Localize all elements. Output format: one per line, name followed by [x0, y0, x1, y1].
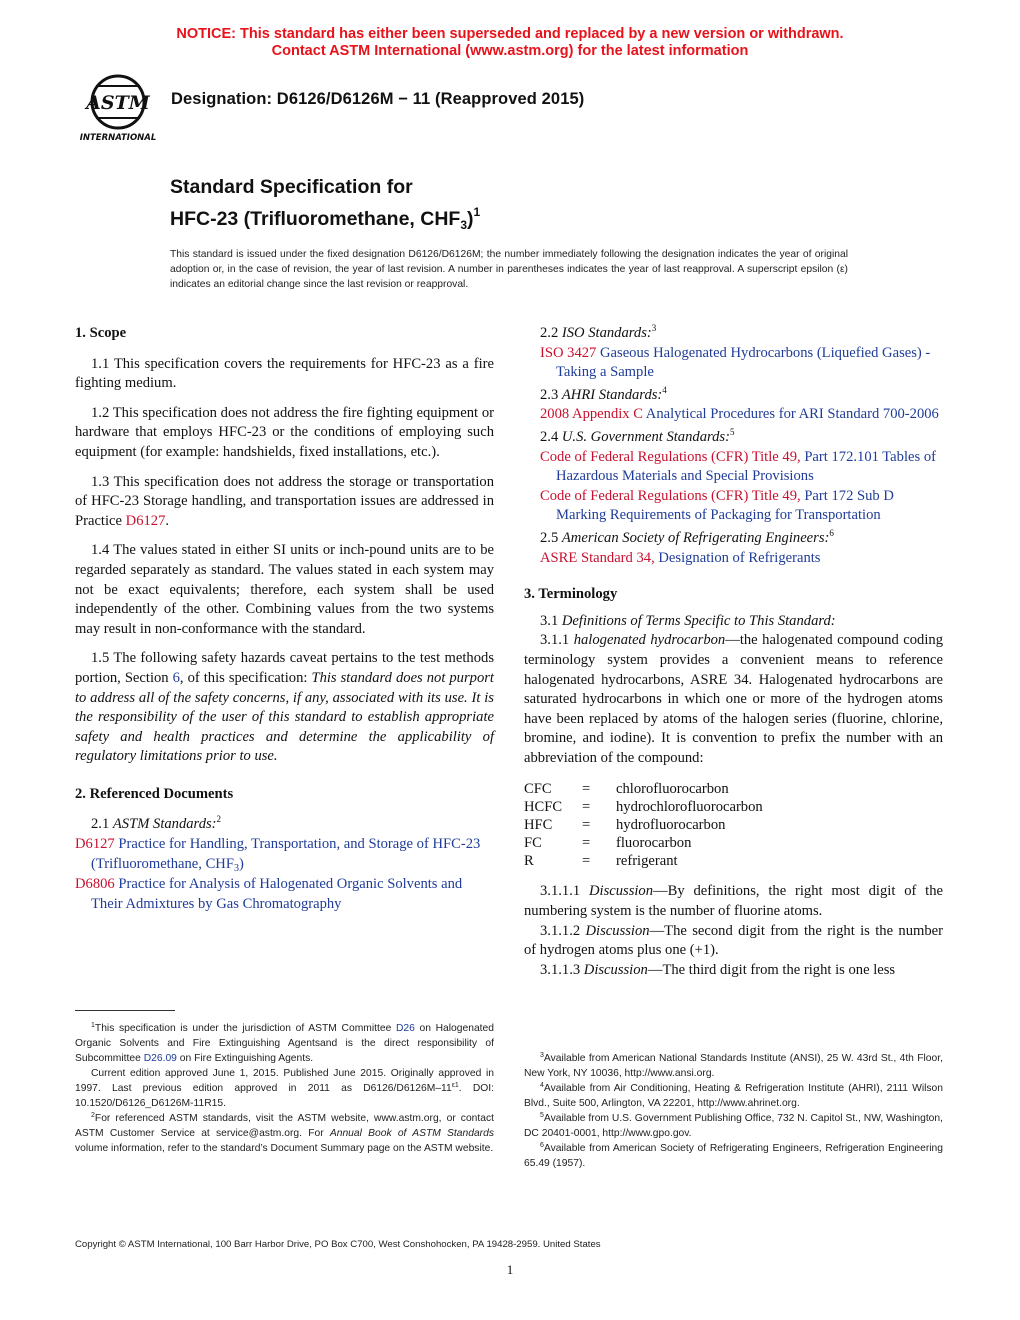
title-subscript: 3 [460, 218, 468, 232]
footnote-3 [524, 1051, 943, 1081]
para-2-4 [524, 428, 943, 448]
section-3-heading: 3. Terminology [524, 586, 618, 603]
para-1-3-end: . [165, 512, 170, 529]
abbreviation-definition: hydrochlorofluorocarbon [616, 799, 763, 816]
abbreviation-definition: hydrofluorocarbon [616, 817, 726, 834]
withdrawal-notice [0, 26, 1020, 60]
epsilon-sup: ε1 [451, 1082, 459, 1089]
title-line-1: Standard Specification for [170, 176, 413, 198]
ref-code-ahri[interactable]: 2008 Appendix C [540, 406, 643, 423]
para-3-1-title: Definitions of Terms Specific to This Standard: [561, 612, 836, 629]
reference-d6806[interactable] [75, 875, 494, 914]
footnote-6 [524, 1141, 943, 1171]
discussion-2-text: —The second digit from the right is the number of hydrogen atoms plus one (+1). [524, 922, 944, 959]
section-1-heading: 1. Scope [75, 325, 127, 341]
equals-sign: = [582, 781, 591, 798]
para-1-5-text: 1.5 The following safety hazards caveat pertains to the test methods portion, Section [75, 650, 494, 686]
astm-logo-icon [76, 72, 160, 144]
ref-code-cfr-2[interactable]: Code of Federal Regulations (CFR) Title 49, [540, 487, 801, 504]
footnote-1-text-b: on Halogenated Organic Solvents and Fire Extinguishing Agentsand is the direct responsibility of Subcommittee [75, 1023, 495, 1064]
reference-ahri[interactable] [524, 405, 943, 425]
para-2-5-num: 2.5 [540, 529, 562, 546]
edition-text: Current edition approved June 1, 2015. Published June 2015. Originally approved in 1997. Last previous edition approved in 2011 as D6126/D6126M–11 [75, 1068, 494, 1094]
equals-sign: = [582, 817, 591, 834]
ref-subscript: 3 [233, 862, 239, 874]
term-halogenated-hydrocarbon: halogenated hydrocarbon [573, 632, 726, 649]
footnote-2-text-b: volume information, refer to the standard’s Document Summary page on the ASTM website. [75, 1143, 494, 1154]
section-2-heading: 2. Referenced Documents [75, 785, 234, 802]
reference-d6127[interactable] [75, 835, 494, 874]
para-2-2-num: 2.2 [540, 325, 562, 341]
ref-title-cfr-1[interactable]: Part 172.101 Tables of Hazardous Materials and Special Provisions [556, 448, 936, 485]
logo-mark: ASTM [86, 92, 150, 114]
left-column [75, 324, 494, 914]
copyright-line: Copyright © ASTM International, 100 Barr Harbor Drive, PO Box C700, West Conshohocken, PA 19428-2959. United States [75, 1239, 601, 1250]
abbreviation-row [524, 852, 763, 870]
abbreviation: HCFC [524, 799, 563, 816]
footnote-2 [75, 1111, 494, 1156]
footnote-5-num: 5 [540, 1112, 544, 1119]
footnote-ref-6: 6 [829, 527, 834, 538]
notice-line-1: NOTICE: This standard has either been superseded and replaced by a new version or withdrawn. [176, 26, 844, 42]
title-text-end: ) [467, 208, 474, 230]
link-section-6[interactable]: 6 [172, 669, 180, 686]
astm-logo [76, 72, 160, 144]
designation: Designation: D6126/D6126M − 11 (Reapproved 2015) [171, 90, 585, 108]
abbreviation-row [524, 834, 763, 852]
ref-title-d6127[interactable]: Practice for Handling, Transportation, and Storage of HFC-23 (Trifluoromethane, CHF [91, 836, 481, 872]
footnote-2-book-title: Annual Book of ASTM Standards [329, 1128, 494, 1139]
footnote-ref-3: 3 [651, 323, 657, 333]
footnote-2-num: 2 [91, 1112, 95, 1119]
footnote-4-num: 4 [540, 1082, 544, 1089]
footnote-4 [524, 1081, 943, 1111]
footnotes-left [75, 1021, 494, 1156]
equals-sign: = [582, 853, 591, 870]
discussion-3-text: —The third digit from the right is one less [647, 961, 896, 978]
edition-doi: . DOI: 10.1520/D6126_D6126M-11R15. [75, 1083, 494, 1109]
para-3-1-1-num: 3.1.1 [540, 632, 574, 649]
para-2-3-title: AHRI Standards: [561, 386, 663, 403]
abbreviation-row [524, 780, 763, 798]
para-3-1 [524, 612, 943, 632]
footnote-6-num: 6 [540, 1142, 544, 1149]
document-title [170, 175, 480, 238]
reference-cfr-172-101[interactable] [524, 448, 943, 487]
para-3-1-1 [524, 631, 943, 768]
notice-line-2: Contact ASTM International (www.astm.org) for the latest information [271, 43, 749, 59]
discussion-1-num: 3.1.1.1 [540, 883, 589, 900]
para-2-3 [524, 386, 943, 406]
para-2-3-num: 2.3 [540, 386, 562, 403]
ref-code-d6806[interactable]: D6806 [75, 876, 115, 893]
discussion-1-label: Discussion [588, 883, 654, 900]
abbreviation-definition: refrigerant [616, 853, 678, 870]
footnote-2-text-a: For referenced ASTM standards, visit the ASTM website, www.astm.org, or contact ASTM Customer Service at service@astm.org. For [75, 1113, 494, 1139]
ref-code-iso[interactable]: ISO 3427 [540, 344, 597, 361]
abbreviation-row [524, 816, 763, 834]
title-text: HFC-23 (Trifluoromethane, CHF [170, 208, 461, 230]
reference-iso-3427[interactable] [524, 344, 943, 383]
para-3-1-1-2 [524, 922, 943, 961]
ref-code-cfr-1[interactable]: Code of Federal Regulations (CFR) Title 49, [540, 448, 801, 465]
ref-title-iso[interactable]: Gaseous Halogenated Hydrocarbons (Liquefied Gases) - Taking a Sample [556, 344, 931, 381]
para-3-1-num: 3.1 [540, 612, 562, 629]
equals-sign: = [582, 835, 591, 852]
para-3-1-1-3 [524, 961, 943, 981]
footnote-ref-5: 5 [729, 426, 735, 437]
reference-asre-34[interactable] [524, 549, 943, 569]
logo-text: INTERNATIONAL [79, 133, 157, 143]
ref-code-asre[interactable]: ASRE Standard 34, [540, 549, 655, 566]
abbreviation-rows [524, 780, 763, 870]
discussion-2-num: 3.1.1.2 [540, 922, 586, 939]
para-2-1 [75, 815, 494, 835]
link-committee-d26[interactable]: D26 [395, 1023, 415, 1034]
abbreviation: CFC [524, 781, 552, 798]
footnote-5-text: Available from U.S. Government Publishing Office, 732 N. Capitol St., NW, Washington, DC 20401-0001, http://www.gpo.gov. [524, 1113, 943, 1139]
para-1-4: 1.4 The values stated in either SI units or inch-pound units are to be regarded separately as standard. The values stated in each system may not be exact equivalents; therefore, each system shall be used independently of the other. Combining values from the two systems may result in non-conformance with the standard. [75, 542, 494, 637]
para-1-1: 1.1 This specification covers the requirements for HFC-23 as a fire fighting medium. [75, 355, 494, 392]
link-subcommittee-d26-09[interactable]: D26.09 [143, 1053, 177, 1064]
para-1-3 [75, 473, 494, 532]
discussion-1-text: —By definitions, the right most digit of the numbering system is the number of fluorine atoms. [524, 883, 943, 920]
para-1-2: 1.2 This specification does not address the fire fighting equipment or hardware that employs HFC-23 or the conditions of employing such equipment (for example: handshields, fixed installations, etc.). [75, 404, 494, 460]
equals-sign: = [582, 799, 591, 816]
para-2-4-title: U.S. Government Standards: [561, 428, 730, 445]
footnote-3-num: 3 [540, 1052, 544, 1059]
para-1-3-text: 1.3 This specification does not address the storage or transportation of HFC-23 Storage handling, and transportation issues are addressed in Practice [75, 473, 494, 529]
footnotes-right [524, 1051, 943, 1171]
para-2-1-num: 2.1 [91, 816, 113, 833]
para-1-5 [75, 649, 494, 767]
discussion-2-label: Discussion [585, 922, 650, 939]
abbreviation-table [524, 780, 763, 870]
ref-title-ahri[interactable]: Analytical Procedures for ARI Standard 700-2006 [642, 406, 939, 423]
ref-title-cfr-2[interactable]: Part 172 Sub D Marking Requirements of Packaging for Transportation [556, 487, 894, 524]
abbreviation: R [524, 853, 534, 870]
discussion-3-num: 3.1.1.3 [540, 961, 584, 978]
para-2-1-title: ASTM Standards: [112, 816, 217, 833]
footnote-rule [75, 1010, 175, 1011]
right-column [524, 324, 943, 980]
abbreviation-definition: fluorocarbon [616, 835, 692, 852]
para-2-5-title: American Society of Refrigerating Engineers: [561, 529, 830, 546]
issuance-statement: This standard is issued under the fixed designation D6126/D6126M; the number immediately following the designation indicates the year of original adoption or, in the case of revision, the year of last revision. A number in parentheses indicates the year of last reapproval. A superscript epsilon (ε) indicates an editorial change since the last revision or reapproval. [170, 249, 848, 290]
para-2-2-title: ISO Standards: [561, 325, 652, 341]
link-d6127[interactable]: D6127 [125, 512, 166, 529]
para-2-5 [524, 529, 943, 549]
para-2-2 [524, 324, 943, 344]
discussion-3-label: Discussion [583, 961, 648, 978]
footnote-6-text: Available from American Society of Refrigerating Engineers, Refrigeration Engineering 65.49 (1957). [524, 1143, 943, 1169]
safety-caveat: This standard does not purport to address all of the safety concerns, if any, associated with its use. It is the responsibility of the user of this standard to establish appropriate safety and health practices and determine the applicability of regulatory limitations prior to use. [75, 669, 494, 765]
para-3-1-1-1 [524, 882, 943, 921]
reference-cfr-172-subd[interactable] [524, 487, 943, 526]
para-2-4-num: 2.4 [540, 428, 562, 445]
ref-title-asre[interactable]: Designation of Refrigerants [654, 549, 821, 566]
footnote-1-edition [75, 1066, 494, 1111]
abbreviation: FC [524, 835, 542, 852]
ref-title-d6806[interactable]: Practice for Analysis of Halogenated Organic Solvents and Their Admixtures by Gas Chromatography [91, 876, 463, 912]
footnote-1 [75, 1021, 494, 1066]
para-3-1-1-text: —the halogenated compound coding terminology system provides a convenient means to reference halogenated hydrocarbons, ASRE 34. Halogenated hydrocarbons are saturated hydrocarbons in which one or more of the hydrogen atoms have been replaced by atoms of the halogen series (fluorine, chlorine, bromine, and iodine). It is convention to prefix the number with an abbreviation of the compound: [524, 632, 944, 766]
footnote-1-text-c: on Fire Extinguishing Agents. [176, 1053, 314, 1064]
title-footnote-ref: 1 [473, 205, 481, 219]
footnote-1-num: 1 [91, 1022, 95, 1029]
footnote-ref-2: 2 [216, 814, 222, 825]
footnote-4-text: Available from Air Conditioning, Heating & Refrigeration Institute (AHRI), 2111 Wilson Blvd., Suite 500, Arlington, VA 22201, http://www.ahrinet.org. [524, 1083, 943, 1109]
abbreviation: HFC [524, 817, 553, 834]
ref-code-d6127[interactable]: D6127 [75, 836, 115, 853]
para-1-5-mid: , of this specification: [179, 669, 312, 686]
ref-title-end: ) [238, 855, 244, 872]
page-number: 1 [506, 1262, 514, 1277]
footnote-ref-4: 4 [662, 384, 667, 395]
footnote-1-text-a: This specification is under the jurisdiction of ASTM Committee [94, 1023, 396, 1034]
footnote-5 [524, 1111, 943, 1141]
footnote-3-text: Available from American National Standards Institute (ANSI), 25 W. 43rd St., 4th Floor, New York, NY 10036, http://www.ansi.org. [524, 1053, 943, 1079]
title-line-2 [170, 200, 480, 238]
abbreviation-definition: chlorofluorocarbon [616, 781, 729, 798]
abbreviation-row [524, 798, 763, 816]
